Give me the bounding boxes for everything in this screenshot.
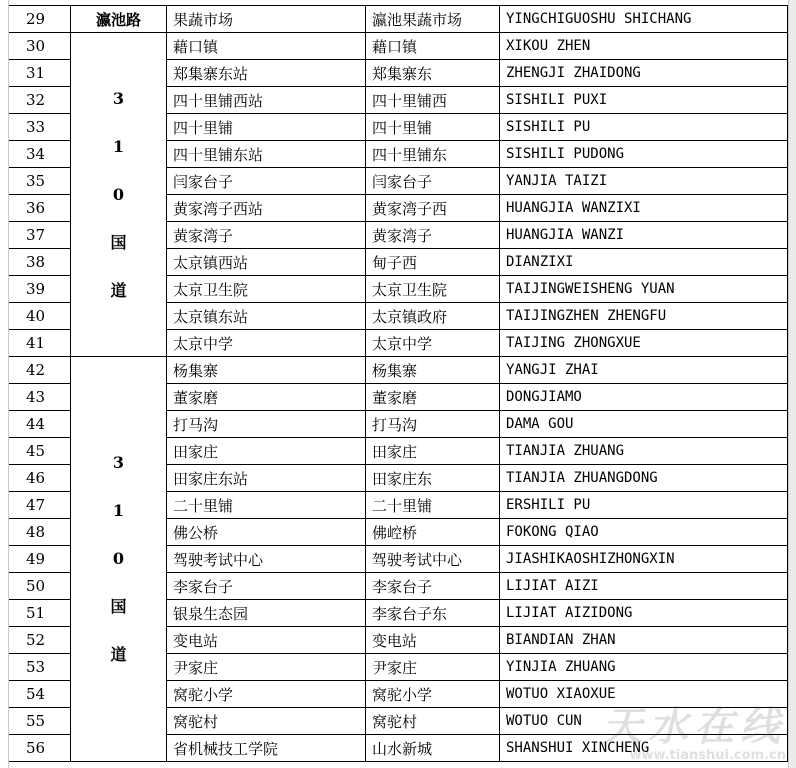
short-name-cell[interactable]: 太京镇政府 [366, 303, 500, 330]
stop-name-cell[interactable]: 窝驼村 [167, 708, 366, 735]
pinyin-cell[interactable]: FOKONG QIAO [500, 519, 788, 546]
stop-name-cell[interactable]: 打马沟 [167, 411, 366, 438]
stop-name-cell[interactable]: 佛公桥 [167, 519, 366, 546]
short-name-cell[interactable]: 佛崆桥 [366, 519, 500, 546]
pinyin-cell[interactable]: TAIJINGWEISHENG YUAN [500, 276, 788, 303]
row-number-cell[interactable]: 32 [1, 87, 71, 114]
scrollbar-track[interactable] [788, 0, 796, 768]
row-number-cell[interactable]: 38 [1, 249, 71, 276]
short-name-cell[interactable]: 闫家台子 [366, 168, 500, 195]
row-number-cell[interactable]: 48 [1, 519, 71, 546]
row-number-cell[interactable]: 56 [1, 735, 71, 762]
stop-name-cell[interactable]: 藉口镇 [167, 33, 366, 60]
table-row [1, 6, 788, 33]
stop-name-cell[interactable]: 董家磨 [167, 384, 366, 411]
short-name-cell[interactable]: 李家台子 [366, 573, 500, 600]
watermark-url: www.tianshui.com.cn [629, 748, 786, 763]
row-number-cell[interactable]: 35 [1, 168, 71, 195]
road-char: 0 [112, 184, 125, 204]
row-number-cell[interactable]: 49 [1, 546, 71, 573]
short-name-cell[interactable]: 四十里铺东 [366, 141, 500, 168]
pinyin-cell[interactable]: SISHILI PU [500, 114, 788, 141]
row-number-cell[interactable]: 53 [1, 654, 71, 681]
short-name-cell[interactable]: 太京卫生院 [366, 276, 500, 303]
pinyin-cell[interactable]: WOTUO CUN [500, 708, 788, 735]
short-name-cell[interactable]: 郑集寨东 [366, 60, 500, 87]
row-number-cell[interactable]: 40 [1, 303, 71, 330]
short-name-cell[interactable]: 田家庄东 [366, 465, 500, 492]
stop-name-cell[interactable]: 窝驼小学 [167, 681, 366, 708]
short-name-cell[interactable]: 窝驼村 [366, 708, 500, 735]
road-char: 国 [110, 232, 127, 252]
short-name-cell[interactable]: 董家磨 [366, 384, 500, 411]
stop-name-cell[interactable]: 四十里铺东站 [167, 141, 366, 168]
short-name-cell[interactable]: 杨集寨 [366, 357, 500, 384]
table-row [1, 357, 788, 384]
stop-name-cell[interactable]: 太京卫生院 [167, 276, 366, 303]
road-name-cell[interactable]: 瀛池路 [71, 6, 167, 33]
stop-name-cell[interactable]: 太京中学 [167, 330, 366, 357]
short-name-cell[interactable]: 太京中学 [366, 330, 500, 357]
road-char: 1 [112, 136, 125, 156]
bus-stop-table [0, 5, 788, 762]
pinyin-cell[interactable]: SISHILI PUDONG [500, 141, 788, 168]
pinyin-cell[interactable]: ZHENGJI ZHAIDONG [500, 60, 788, 87]
pinyin-cell[interactable]: YANGJI ZHAI [500, 357, 788, 384]
pinyin-cell[interactable]: SHANSHUI XINCHENG [500, 735, 788, 762]
stop-name-cell[interactable]: 变电站 [167, 627, 366, 654]
short-name-cell[interactable]: 藉口镇 [366, 33, 500, 60]
stop-name-cell[interactable]: 黄家湾子西站 [167, 195, 366, 222]
short-name-cell[interactable]: 尹家庄 [366, 654, 500, 681]
short-name-cell[interactable]: 黄家湾子 [366, 222, 500, 249]
pinyin-cell[interactable]: YINJIA ZHUANG [500, 654, 788, 681]
row-number-cell[interactable]: 45 [1, 438, 71, 465]
row-number-cell[interactable]: 34 [1, 141, 71, 168]
pinyin-cell[interactable]: DAMA GOU [500, 411, 788, 438]
short-name-cell[interactable]: 驾驶考试中心 [366, 546, 500, 573]
row-number-cell[interactable]: 29 [1, 6, 71, 33]
pinyin-cell[interactable]: LIJIAT AIZIDONG [500, 600, 788, 627]
road-name-cell[interactable] [71, 357, 167, 762]
road-char: 国 [110, 597, 127, 616]
pinyin-cell[interactable]: TAIJING ZHONGXUE [500, 330, 788, 357]
stop-name-cell[interactable]: 李家台子 [167, 573, 366, 600]
pinyin-cell[interactable]: TIANJIA ZHUANG [500, 438, 788, 465]
row-number-cell[interactable]: 36 [1, 195, 71, 222]
pinyin-cell[interactable]: YINGCHIGUOSHU SHICHANG [500, 6, 788, 33]
pinyin-cell[interactable]: XIKOU ZHEN [500, 33, 788, 60]
stop-name-cell[interactable]: 黄家湾子 [167, 222, 366, 249]
pinyin-cell[interactable]: JIASHIKAOSHIZHONGXIN [500, 546, 788, 573]
road-name-cell[interactable] [71, 33, 167, 357]
stop-name-cell[interactable]: 闫家台子 [167, 168, 366, 195]
row-number-cell[interactable]: 52 [1, 627, 71, 654]
pinyin-cell[interactable]: LIJIAT AIZI [500, 573, 788, 600]
stop-name-cell[interactable]: 二十里铺 [167, 492, 366, 519]
stop-name-cell[interactable]: 太京镇西站 [167, 249, 366, 276]
table-row [1, 33, 788, 60]
row-number-cell[interactable]: 43 [1, 384, 71, 411]
road-char: 道 [110, 645, 127, 664]
pinyin-cell[interactable]: SISHILI PUXI [500, 87, 788, 114]
road-char: 0 [112, 549, 125, 568]
pinyin-cell[interactable]: BIANDIAN ZHAN [500, 627, 788, 654]
short-name-cell[interactable]: 黄家湾子西 [366, 195, 500, 222]
row-header-edge [0, 0, 9, 768]
row-number-cell[interactable]: 50 [1, 573, 71, 600]
short-name-cell[interactable]: 李家台子东 [366, 600, 500, 627]
row-number-cell[interactable]: 33 [1, 114, 71, 141]
stop-name-cell[interactable]: 果蔬市场 [167, 6, 366, 33]
road-char: 1 [112, 501, 125, 520]
road-char: 3 [112, 88, 125, 108]
stop-name-cell[interactable]: 田家庄 [167, 438, 366, 465]
pinyin-cell[interactable]: HUANGJIA WANZI [500, 222, 788, 249]
stop-name-cell[interactable]: 银泉生态园 [167, 600, 366, 627]
stop-name-cell[interactable]: 郑集寨东站 [167, 60, 366, 87]
stop-name-cell[interactable]: 尹家庄 [167, 654, 366, 681]
row-number-cell[interactable]: 37 [1, 222, 71, 249]
pinyin-cell[interactable]: TIANJIA ZHUANGDONG [500, 465, 788, 492]
pinyin-cell[interactable]: WOTUO XIAOXUE [500, 681, 788, 708]
short-name-cell[interactable]: 山水新城 [366, 735, 500, 762]
row-number-cell[interactable]: 54 [1, 681, 71, 708]
pinyin-cell[interactable]: DONGJIAMO [500, 384, 788, 411]
road-char: 3 [112, 453, 125, 472]
short-name-cell[interactable]: 窝驼小学 [366, 681, 500, 708]
stop-name-cell[interactable]: 四十里铺 [167, 114, 366, 141]
row-number-cell[interactable]: 30 [1, 33, 71, 60]
row-number-cell[interactable]: 39 [1, 276, 71, 303]
row-number-cell[interactable]: 51 [1, 600, 71, 627]
row-number-cell[interactable]: 46 [1, 465, 71, 492]
pinyin-cell[interactable]: TAIJINGZHEN ZHENGFU [500, 303, 788, 330]
row-number-cell[interactable]: 47 [1, 492, 71, 519]
road-char: 道 [110, 280, 127, 300]
short-name-cell[interactable]: 四十里铺西 [366, 87, 500, 114]
short-name-cell[interactable]: 打马沟 [366, 411, 500, 438]
row-number-cell[interactable]: 44 [1, 411, 71, 438]
short-name-cell[interactable]: 田家庄 [366, 438, 500, 465]
short-name-cell[interactable]: 变电站 [366, 627, 500, 654]
pinyin-cell[interactable]: DIANZIXI [500, 249, 788, 276]
stop-name-cell[interactable]: 驾驶考试中心 [167, 546, 366, 573]
row-number-cell[interactable]: 41 [1, 330, 71, 357]
short-name-cell[interactable]: 甸子西 [366, 249, 500, 276]
stop-name-cell[interactable]: 田家庄东站 [167, 465, 366, 492]
short-name-cell[interactable]: 瀛池果蔬市场 [366, 6, 500, 33]
pinyin-cell[interactable]: YANJIA TAIZI [500, 168, 788, 195]
row-number-cell[interactable]: 55 [1, 708, 71, 735]
stop-name-cell[interactable]: 杨集寨 [167, 357, 366, 384]
pinyin-cell[interactable]: ERSHILI PU [500, 492, 788, 519]
short-name-cell[interactable]: 二十里铺 [366, 492, 500, 519]
stop-name-cell[interactable]: 太京镇东站 [167, 303, 366, 330]
stop-name-cell[interactable]: 四十里铺西站 [167, 87, 366, 114]
row-number-cell[interactable]: 42 [1, 357, 71, 384]
watermark-title: 天水在线 [602, 704, 786, 750]
pinyin-cell[interactable]: HUANGJIA WANZIXI [500, 195, 788, 222]
short-name-cell[interactable]: 四十里铺 [366, 114, 500, 141]
stop-name-cell[interactable]: 省机械技工学院 [167, 735, 366, 762]
row-number-cell[interactable]: 31 [1, 60, 71, 87]
